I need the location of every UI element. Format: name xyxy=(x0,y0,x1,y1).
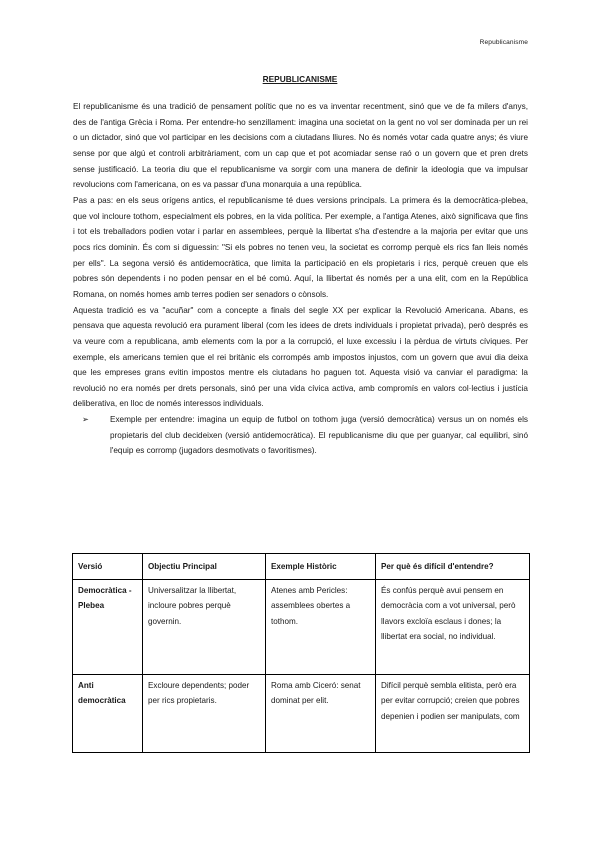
paragraph-revolution: Aquesta tradició es va "acuñar" com a concepte a finals del segle XX per explicar la Revolució Americana. Abans, es pensava que aquesta revolució era purament liberal (com les idees de drets individuals i propietat privada), però després es va veure com a republicana, amb elements com la por a la corrupció, el luxe excessiu i la pèrdua de virtuts cíviques. Per exemple, els americans temien que el rei britànic els corrompés amb impostos injustos, com un govern que avui dia deixa que les empreses grans evitin impostos mentre els ciutadans ho paguen tot. Aquesta visió va canviar el paradigma: la revolució no era només per drets personals, sinó per una vida cívica activa, amb compromís en valors col·lectius i justícia deliberativa, en lloc de només interessos individuals. xyxy=(73,305,528,409)
table-row xyxy=(73,580,530,675)
cell-objective: Universalitzar la llibertat, incloure pobres perquè governin. xyxy=(143,580,266,675)
header-example: Exemple Històric xyxy=(266,554,376,580)
running-header: Republicanisme xyxy=(479,39,528,46)
cell-difficulty: És confús perquè avui pensem en democràcia com a vot universal, però llavors excloïa esclaus i dones; la llibertat era social, no individual. xyxy=(376,580,530,675)
cell-version: Democràtica -Plebea xyxy=(73,580,143,675)
document-title: REPUBLICANISME xyxy=(262,74,338,84)
document-body xyxy=(73,99,528,459)
cell-difficulty: Difícil perquè sembla elitista, però era per evitar corrupció; creien que pobres depenien i podien ser manipulats, com xyxy=(376,675,530,753)
versions-table xyxy=(72,553,530,753)
header-objective: Objectiu Principal xyxy=(143,554,266,580)
table-header-row xyxy=(73,554,530,580)
cell-example: Roma amb Ciceró: senat dominat per elit. xyxy=(266,675,376,753)
example-bullet xyxy=(73,412,528,459)
cell-objective: Excloure dependents; poder per rics propietaris. xyxy=(143,675,266,753)
cell-example: Atenes amb Pericles: assemblees obertes a tothom. xyxy=(266,580,376,675)
arrow-bullet-icon: ➢ xyxy=(82,415,89,425)
header-difficulty: Per què és difícil d'entendre? xyxy=(376,554,530,580)
header-version: Versió xyxy=(73,554,143,580)
bullet-text: Exemple per entendre: imagina un equip de futbol on tothom juga (versió democràtica) versus un on només els propietaris del club decideixen (versió antidemocràtica). El republicanisme diu que per guanyar, cal equilibri, sinó l'equip es corromp (jugadors desmotivats o favoritismes). xyxy=(110,415,528,456)
cell-version: Anti democràtica xyxy=(73,675,143,753)
paragraph-versions: Pas a pas: en els seus orígens antics, el republicanisme té dues versions principals. La primera és la democràtica-plebea, que vol incloure tothom, especialment els pobres, en la vida política. Per exemple, a l'antiga Atenes, això significava que fins i tot els treballadors podien votar i parlar en assemblees, perquè la llibertat s'ha d'estendre a la majoria per evitar que uns pocs rics dominin. És com si diguessin: "Si els pobres no tenen veu, la societat es corromp perquè els rics fan lleis només per ells". La segona versió és antidemocràtica, que limita la participació en els propietaris i rics, perquè creuen que els pobres són dependents i no poden pensar en el bé comú. Aquí, la llibertat és només per a una elit, com en la República Romana, on només homes amb terres podien ser senadors o cònsols. xyxy=(73,195,528,299)
table-row xyxy=(73,675,530,753)
paragraph-intro: El republicanisme és una tradició de pensament polític que no es va inventar recentment, sinó que ve de fa milers d'anys, des de l'antiga Grècia i Roma. Per entendre-ho senzillament: imagina una societat on la gent no vol ser dominada per un rei o un dictador, sinó que vol participar en les decisions com a ciutadans lliures. No és només votar cada quatre anys; és viure sense por que algú et controli arbitràriament, com un cap que et pot acomiadar sense raó o un govern que et pren drets sense justificació. La teoria diu que el republicanisme va sorgir com una manera de definir la ideologia que va impulsar revolucions com l'americana, on es va passar d'una monarquia a una república. xyxy=(73,102,528,190)
